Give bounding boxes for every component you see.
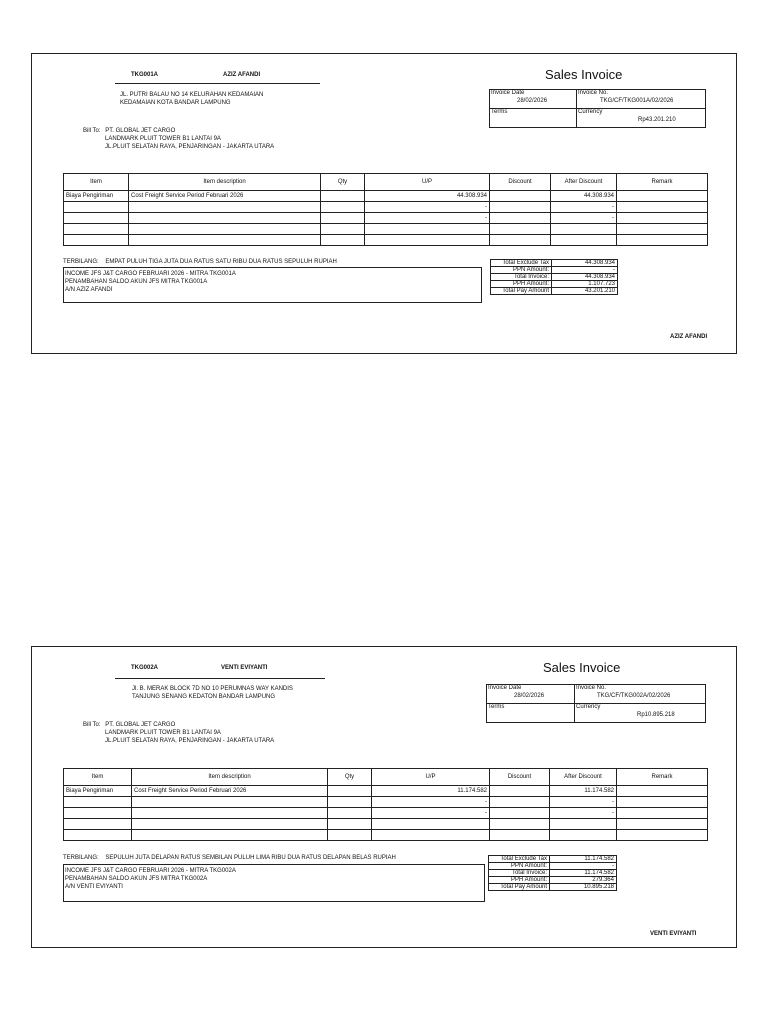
- cell-after-discount: [550, 819, 617, 830]
- cell-remark: [617, 797, 708, 808]
- bill-to-line: LANDMARK PLUIT TOWER B1 LANTAI 9A: [105, 730, 221, 736]
- notes-box: [63, 267, 482, 303]
- total-value: 10.895.218: [550, 884, 617, 891]
- table-row: [64, 786, 708, 797]
- cell-description: [132, 819, 328, 830]
- cell-qty: [321, 202, 365, 213]
- bill-to-label: Bill To:: [83, 722, 101, 728]
- table-row: [64, 191, 708, 202]
- total-row: [491, 260, 618, 267]
- column-header: After Discount: [550, 769, 617, 786]
- cell-qty: [321, 191, 365, 202]
- cell-after-discount: 11.174.582: [550, 786, 617, 797]
- cell-item: [64, 797, 132, 808]
- cell-qty: [328, 830, 372, 841]
- cell-discount: [490, 819, 550, 830]
- cell-discount: [490, 830, 550, 841]
- total-row: [491, 267, 618, 274]
- note-line: INCOME JFS J&T CARGO FEBRUARI 2026 - MITRA TKG002A: [65, 868, 236, 874]
- totals-table: [490, 259, 618, 295]
- invoice-card: [31, 53, 737, 354]
- invoice-date-value: 28/02/2026: [514, 693, 545, 699]
- table-row: [64, 235, 708, 246]
- bill-to-block: [83, 127, 274, 151]
- currency-label: Currency: [578, 109, 603, 115]
- column-header: After Discount: [551, 174, 617, 191]
- cell-item: Biaya Pengiriman: [64, 786, 132, 797]
- bill-to-line: LANDMARK PLUIT TOWER B1 LANTAI 9A: [105, 136, 221, 142]
- signature-name: AZIZ AFANDI: [670, 334, 708, 340]
- cell-description: [129, 224, 321, 235]
- column-header: U/P: [372, 769, 490, 786]
- invoice-date-value: 28/02/2026: [517, 98, 548, 104]
- column-header: Qty: [328, 769, 372, 786]
- cell-description: [129, 235, 321, 246]
- invoice-no-value: TKG/CF/TKG002A/02/2026: [597, 693, 671, 699]
- vendor-address: [132, 685, 293, 701]
- vendor-address-line: TANJUNG SENANG KEDATON BANDAR LAMPUNG: [132, 694, 276, 700]
- cell-remark: [617, 808, 708, 819]
- total-label: Total Pay Amount: [489, 884, 550, 891]
- cell-remark: [617, 213, 708, 224]
- cell-remark: [617, 235, 708, 246]
- bill-to-block: [83, 721, 274, 745]
- vendor-underline: [115, 83, 320, 84]
- total-row: [489, 884, 617, 891]
- invoice-no-label: Invoice No.: [576, 685, 607, 691]
- invoice-card: [31, 646, 737, 948]
- vendor-code: TKG001A: [131, 72, 159, 78]
- document-title: Sales Invoice: [543, 660, 621, 675]
- cell-unit-price: 44.308.934: [365, 191, 490, 202]
- cell-item: [64, 235, 129, 246]
- cell-qty: [328, 786, 372, 797]
- cell-unit-price: -: [372, 808, 490, 819]
- total-value: 11.174.582: [550, 856, 617, 863]
- bill-to-label: Bill To:: [83, 128, 101, 134]
- cell-item: [64, 819, 132, 830]
- cell-discount: [490, 213, 551, 224]
- terbilang-text: EMPAT PULUH TIGA JUTA DUA RATUS SATU RIBU DUA RATUS SEPULUH RUPIAH: [105, 259, 337, 265]
- cell-item: [64, 213, 129, 224]
- cell-after-discount: [551, 224, 617, 235]
- table-header-row: [64, 174, 708, 191]
- cell-qty: [328, 808, 372, 819]
- cell-after-discount: [551, 235, 617, 246]
- cell-description: [132, 830, 328, 841]
- cell-remark: [617, 202, 708, 213]
- vendor-address-line: JL. PUTRI BALAU NO 14 KELURAHAN KEDAMAIAN: [120, 92, 264, 98]
- cell-remark: [617, 830, 708, 841]
- table-row: [64, 202, 708, 213]
- cell-item: [64, 808, 132, 819]
- cell-description: [132, 808, 328, 819]
- bill-to-line: PT. GLOBAL JET CARGO: [105, 722, 176, 728]
- cell-description: [129, 213, 321, 224]
- cell-unit-price: -: [372, 797, 490, 808]
- total-row: [491, 274, 618, 281]
- total-value: -: [552, 267, 618, 274]
- total-row: [489, 877, 617, 884]
- vendor-code: TKG002A: [131, 665, 159, 671]
- column-header: Item description: [132, 769, 328, 786]
- vendor-address: [120, 91, 263, 107]
- table-row: [64, 213, 708, 224]
- cell-after-discount: [550, 830, 617, 841]
- invoice-meta-box: [486, 684, 706, 723]
- cell-remark: [617, 819, 708, 830]
- total-value: 44.308.934: [552, 274, 618, 281]
- cell-qty: [321, 235, 365, 246]
- invoice-date-label: Invoice Date: [491, 90, 525, 96]
- cell-unit-price: -: [365, 202, 490, 213]
- cell-unit-price: 11.174.582: [372, 786, 490, 797]
- terbilang-text: SEPULUH JUTA DELAPAN RATUS SEMBILAN PULUH LIMA RIBU DUA RATUS DELAPAN BELAS RUPIAH: [105, 855, 396, 861]
- total-row: [489, 856, 617, 863]
- terms-label: Terms: [488, 704, 505, 710]
- currency-label: Currency: [576, 704, 601, 710]
- cell-discount: [490, 786, 550, 797]
- invoice-date-label: Invoice Date: [488, 685, 522, 691]
- column-header: Discount: [490, 769, 550, 786]
- cell-item: [64, 202, 129, 213]
- note-line: INCOME JFS J&T CARGO FEBRUARI 2026 - MITRA TKG001A: [65, 271, 236, 277]
- table-row: [64, 819, 708, 830]
- note-line: A/N VENTI EVIYANTI: [65, 884, 123, 890]
- cell-discount: [490, 797, 550, 808]
- total-label: PPH Amount:: [489, 877, 550, 884]
- totals-table: [488, 855, 617, 891]
- cell-qty: [321, 224, 365, 235]
- cell-discount: [490, 202, 551, 213]
- cell-after-discount: -: [551, 202, 617, 213]
- vendor-address-line: Jl. B. MERAK BLOCK 7D NO 10 PERUMNAS WAY KANDIS: [132, 686, 293, 692]
- total-label: Total Pay Amount: [491, 288, 552, 295]
- table-row: [64, 224, 708, 235]
- column-header: Qty: [321, 174, 365, 191]
- cell-unit-price: [365, 224, 490, 235]
- note-line: A/N AZIZ AFANDI: [65, 287, 113, 293]
- cell-qty: [328, 819, 372, 830]
- cell-discount: [490, 808, 550, 819]
- column-header: Remark: [617, 769, 708, 786]
- total-value: 11.174.582: [550, 870, 617, 877]
- line-items-table: [63, 768, 708, 841]
- total-row: [489, 863, 617, 870]
- bill-to-line: PT. GLOBAL JET CARGO: [105, 128, 176, 134]
- total-label: Total Invoice:: [491, 274, 552, 281]
- cell-description: [129, 202, 321, 213]
- cell-qty: [321, 213, 365, 224]
- column-header: Remark: [617, 174, 708, 191]
- table-row: [64, 830, 708, 841]
- table-header-row: [64, 769, 708, 786]
- bill-to-line: JL.PLUIT SELATAN RAYA, PENJARINGAN - JAKARTA UTARA: [105, 144, 275, 150]
- terbilang-label: TERBILANG:: [63, 259, 99, 265]
- total-value: 279.364: [550, 877, 617, 884]
- cell-item: [64, 830, 132, 841]
- document-title: Sales Invoice: [545, 67, 623, 82]
- notes-box: [63, 864, 485, 902]
- total-value: 1.107.723: [552, 281, 618, 288]
- vendor-address-line: KEDAMAIAN KOTA BANDAR LAMPUNG: [120, 100, 231, 106]
- terbilang-label: TERBILANG:: [63, 855, 99, 861]
- total-label: Total Exclude Tax: [489, 856, 550, 863]
- invoice-no-label: Invoice No.: [578, 90, 609, 96]
- currency-value: Rp10.895.218: [637, 712, 675, 718]
- terms-label: Terms: [491, 109, 508, 115]
- table-row: [64, 797, 708, 808]
- cell-unit-price: [372, 830, 490, 841]
- cell-after-discount: -: [550, 797, 617, 808]
- total-value: -: [550, 863, 617, 870]
- cell-description: Cost Freight Service Period Februari 2026: [132, 786, 328, 797]
- column-header: Item: [64, 769, 132, 786]
- cell-remark: [617, 786, 708, 797]
- column-header: Item description: [129, 174, 321, 191]
- total-row: [491, 281, 618, 288]
- total-value: 44.308.934: [552, 260, 618, 267]
- cell-remark: [617, 191, 708, 202]
- note-line: PENAMBAHAN SALDO AKUN JFS MITRA TKG002A: [65, 876, 208, 882]
- cell-item: Biaya Pengiriman: [64, 191, 129, 202]
- column-header: Discount: [490, 174, 551, 191]
- signature-name: VENTI EVIYANTI: [650, 931, 697, 937]
- cell-remark: [617, 224, 708, 235]
- cell-discount: [490, 191, 551, 202]
- total-label: Total Exclude Tax: [491, 260, 552, 267]
- total-label: Total Invoice:: [489, 870, 550, 877]
- cell-qty: [328, 797, 372, 808]
- total-row: [489, 870, 617, 877]
- amount-in-words: [63, 259, 337, 265]
- cell-unit-price: [372, 819, 490, 830]
- cell-unit-price: -: [365, 213, 490, 224]
- invoice-no-value: TKG/CF/TKG001A/02/2026: [600, 98, 674, 104]
- cell-after-discount: -: [550, 808, 617, 819]
- column-header: Item: [64, 174, 129, 191]
- cell-discount: [490, 235, 551, 246]
- cell-item: [64, 224, 129, 235]
- vendor-name: AZIZ AFANDI: [223, 72, 261, 78]
- vendor-underline: [115, 678, 325, 679]
- cell-unit-price: [365, 235, 490, 246]
- total-label: PPH Amount:: [491, 281, 552, 288]
- note-line: PENAMBAHAN SALDO AKUN JFS MITRA TKG001A: [65, 279, 208, 285]
- currency-value: Rp43.201.210: [638, 117, 676, 123]
- cell-description: [132, 797, 328, 808]
- cell-after-discount: 44.308.934: [551, 191, 617, 202]
- vendor-name: VENTI EVIYANTI: [221, 665, 268, 671]
- invoice-meta-box: [489, 89, 706, 128]
- column-header: U/P: [365, 174, 490, 191]
- line-items-table: [63, 173, 708, 246]
- total-value: 43.201.210: [552, 288, 618, 295]
- bill-to-line: JL.PLUIT SELATAN RAYA, PENJARINGAN - JAKARTA UTARA: [105, 738, 275, 744]
- total-label: PPN Amount:: [491, 267, 552, 274]
- cell-after-discount: -: [551, 213, 617, 224]
- amount-in-words: [63, 855, 396, 861]
- cell-discount: [490, 224, 551, 235]
- total-label: PPN Amount:: [489, 863, 550, 870]
- cell-description: Cost Freight Service Period Februari 2026: [129, 191, 321, 202]
- total-row: [491, 288, 618, 295]
- table-row: [64, 808, 708, 819]
